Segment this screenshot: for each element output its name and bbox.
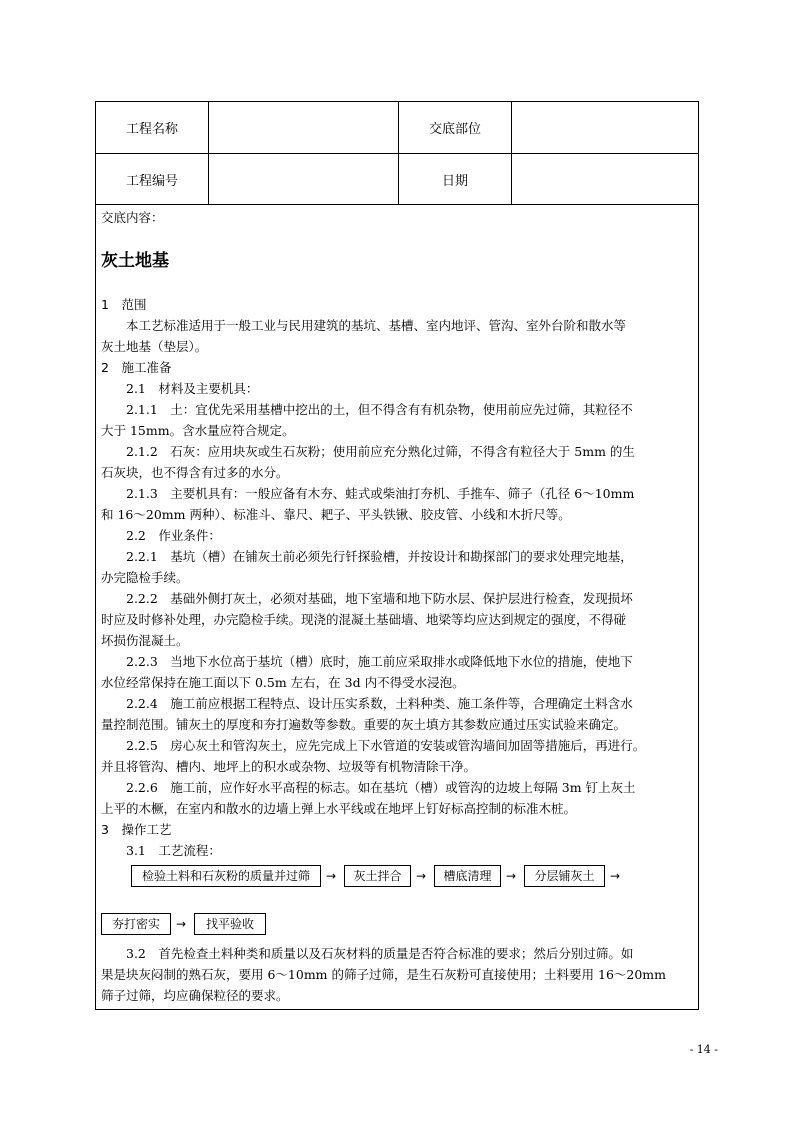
text-line: 3 操作工艺 [101,822,172,837]
project-name-label: 工程名称 [125,122,178,137]
text-line: 2.2.3 当地下水位高于基坑（槽）底时，施工前应采取排水或降低地下水位的措施，使地下 [126,654,633,669]
text-line: 石灰块，也不得含有过多的水分。 [101,465,289,480]
flow-row-1 [101,865,695,891]
project-no-label: 工程编号 [125,173,178,189]
flow-arrow-icon: → [326,869,337,883]
text-line: 并且将管沟、槽内、地坪上的积水或杂物、垃圾等有机物清除干净。 [101,759,477,774]
flow-step-clean: 槽底清理 [434,865,501,887]
text-line: 2.2.1 基坑（槽）在铺灰土前必须先行钎探验槽，并按设计和勘探部门的要求处理完地基， [126,549,633,564]
handover-content [101,207,695,1006]
text-line: 灰土地基（垫层）。 [101,339,208,354]
body-text-tail [101,943,695,1006]
text-line: 2.2 作业条件： [126,528,221,543]
text-line: 2.1.1 土：宜优先采用基槽中挖出的土，但不得含有有机杂物，使用前应先过筛，其粒径不 [126,402,633,417]
text-line: 2.2.2 基础外侧打灰土，必须对基础，地下室墙和地下防水层、保护层进行检查，发现损坏 [126,591,633,606]
flow-arrow-icon: → [506,869,517,883]
text-line: 筛子过筛，均应确保粒径的要求。 [101,988,289,1003]
handover-part-label: 交底部位 [428,122,481,137]
flow-step-level-accept: 找平验收 [194,913,266,935]
text-line: 和 16～20mm 两种）、标准斗、靠尺、耙子、平头铁锹、胶皮管、小线和木折尺等。 [101,507,571,522]
text-line: 2.2.4 施工前应根据工程特点、设计压实系数，土料种类、施工条件等，合理确定土料含水 [126,696,633,711]
flow-step-layer: 分层铺灰土 [524,865,605,887]
handover-part-value[interactable] [512,102,698,153]
date-value[interactable] [512,154,698,204]
text-line: 2.1.3 主要机具有：一般应备有木夯、蛙式或柴油打夯机、手推车、筛子（孔径 6～10mm [126,486,635,501]
text-line: 水位经常保持在施工面以下 0.5m 左右，在 3d 内不得受水浸泡。 [101,675,465,690]
body-text [101,294,695,861]
text-line: 坏损伤混凝土。 [101,633,189,648]
text-line: 大于 15mm。含水量应符合规定。 [101,423,295,438]
flow-row-2 [101,913,695,939]
text-line: 2.2.6 施工前，应作好水平高程的标志。如在基坑（槽）或管沟的边坡上每隔 3m 钉上灰土 [126,780,636,795]
text-line: 本工艺标准适用于一般工业与民用建筑的基坑、基槽、室内地评、管沟、室外台阶和散水等 [126,318,627,333]
flow-step-inspect-sieve: 检验土料和石灰粉的质量并过筛 [131,865,321,887]
text-line: 2 施工准备 [101,360,172,375]
text-line: 3.1 工艺流程： [126,843,221,858]
intro-label: 交底内容： [101,210,164,225]
page-number: - 14 - [689,1043,718,1056]
date-label: 日期 [441,173,468,189]
text-line: 2.1 材料及主要机具： [126,381,259,396]
flow-arrow-icon: → [610,869,621,883]
handover-form [95,101,699,1010]
row-divider [96,204,698,205]
text-line: 2.2.5 房心灰土和管沟灰土，应先完成上下水管道的安装或管沟墙间加固等措施后，再进行。 [126,738,646,753]
text-line: 办完隐检手续。 [101,570,189,585]
flow-step-compact: 夯打密实 [101,913,171,935]
project-name-value[interactable] [209,102,398,153]
text-line: 上平的木橛，在室内和散水的边墙上弹上水平线或在地坪上钉好标高控制的标准木桩。 [101,801,577,816]
text-line: 量控制范围。铺灰土的厚度和夯打遍数等参数。重要的灰土填方其参数应通过压实试验来确定。 [101,717,627,732]
flow-arrow-icon: → [416,869,427,883]
project-no-value[interactable] [209,154,398,204]
text-line: 1 范围 [101,297,147,312]
text-line: 时应及时修补处理，办完隐检手续。现浇的混凝土基础墙、地梁等均应达到规定的强度，不得碰 [101,612,627,627]
text-line: 2.1.2 石灰：应用块灰或生石灰粉；使用前应充分熟化过筛，不得含有粒径大于 5mm 的生 [126,444,635,459]
document-title: 灰土地基 [101,251,169,271]
flow-arrow-icon: → [176,917,187,931]
flow-step-mix: 灰土拌合 [344,865,411,887]
text-line: 3.2 首先检查土料种类和质量以及石灰材料的质量是否符合标准的要求；然后分别过筛。如 [126,946,634,961]
text-line: 果是块灰闷制的熟石灰，要用 6～10mm 的筛子过筛，是生石灰粉可直接使用；土料要用 16～20mm [101,967,667,982]
